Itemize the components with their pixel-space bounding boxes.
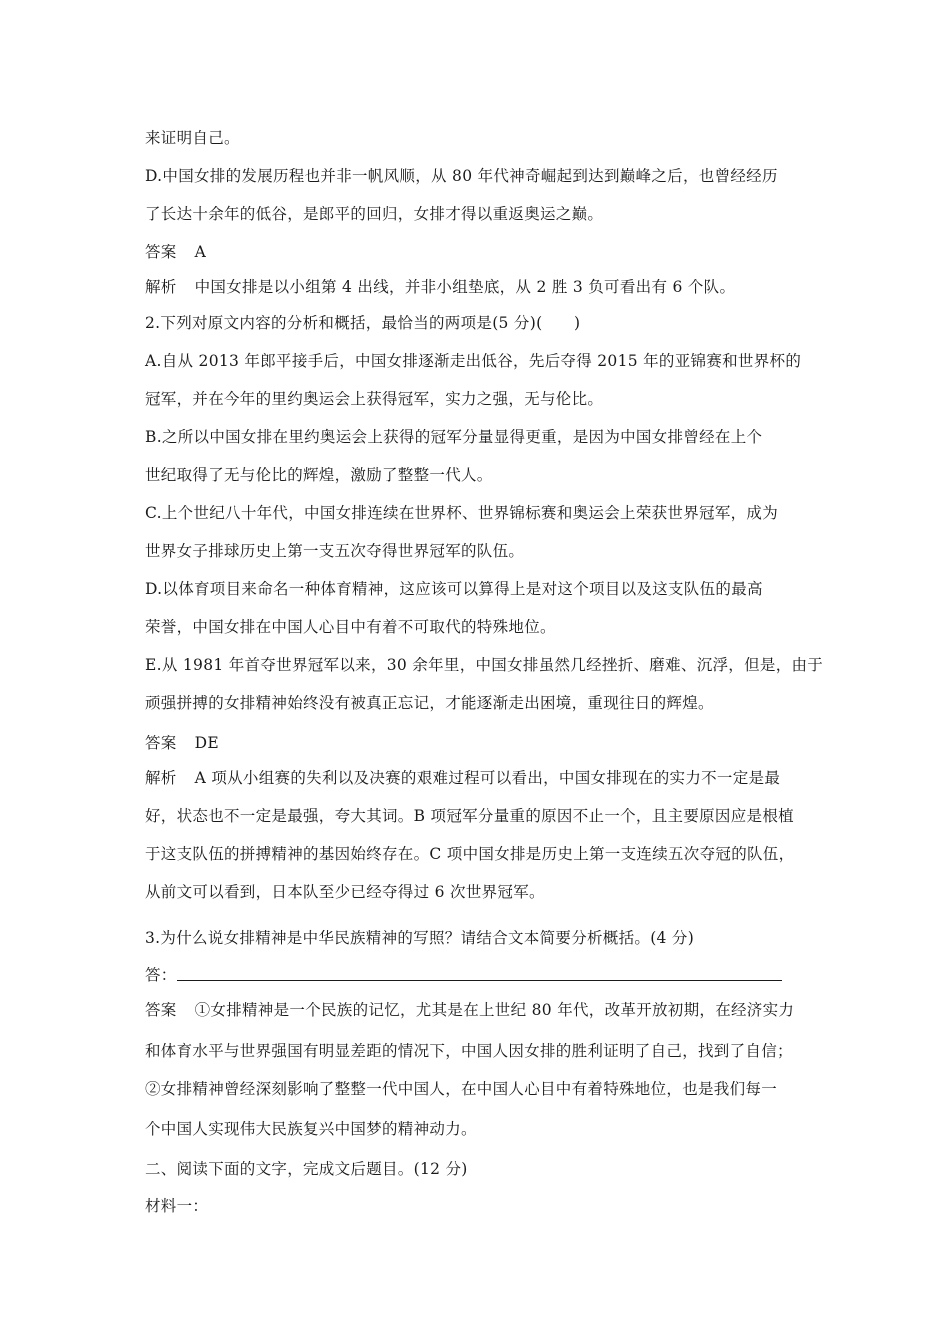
answer-text: ①女排精神是一个民族的记忆，尤其是在上世纪 80 年代，改革开放初期，在经济实力 [194,1001,795,1019]
explanation-text: 中国女排是以小组第 4 出线，并非小组垫底，从 2 胜 3 负可看出有 6 个队。 [194,278,736,296]
q2-option-c-line-1: C.上个世纪八十年代，中国女排连续在世界杯、世界锦标赛和奥运会上荣获世界冠军，成为 [145,504,779,522]
answer-3-line-4: 个中国人实现伟大民族复兴中国梦的精神动力。 [145,1120,477,1138]
option-d-line-2: 了长达十余年的低谷，是郎平的回归，女排才得以重返奥运之巅。 [145,205,604,223]
q2-option-d-line-1: D.以体育项目来命名一种体育精神，这应该可以算得上是对这个项目以及这支队伍的最高 [145,580,763,598]
q2-option-c-line-2: 世界女子排球历史上第一支五次夺得世界冠军的队伍。 [145,542,525,560]
answer-label: 答案 [145,1001,177,1019]
q2-option-d-line-2: 荣誉，中国女排在中国人心目中有着不可取代的特殊地位。 [145,618,556,636]
answer-label: 答案 [145,734,177,752]
answer-3-line-2: 和体育水平与世界强国有明显差距的情况下，中国人因女排的胜利证明了自己，找到了自信； [145,1042,793,1060]
section-2-heading: 二、阅读下面的文字，完成文后题目。(12 分) [145,1160,468,1178]
q2-option-e-line-1: E.从 1981 年首夺世界冠军以来，30 余年里，中国女排虽然几经挫折、磨难、沉浮，但是，由于 [145,656,824,674]
answer-value: DE [194,734,219,752]
q2-option-b-line-1: B.之所以中国女排在里约奥运会上获得的冠军分量显得更重，是因为中国女排曾经在上个 [145,428,763,446]
explanation-2-line-4: 从前文可以看到，日本队至少已经夺得过 6 次世界冠军。 [145,883,545,901]
question-2: 2.下列对原文内容的分析和概括，最恰当的两项是(5 分)( ) [145,314,581,332]
answer-2 [145,733,219,753]
answer-3-line-3: ②女排精神曾经深刻影响了整整一代中国人，在中国人心目中有着特殊地位，也是我们每一 [145,1080,778,1098]
option-d-line-1: D.中国女排的发展历程也并非一帆风顺，从 80 年代神奇崛起到达到巅峰之后，也曾经经历 [145,167,778,185]
question-3: 3.为什么说女排精神是中华民族精神的写照？请结合文本简要分析概括。(4 分) [145,929,695,947]
q2-option-b-line-2: 世纪取得了无与伦比的辉煌，激励了整整一代人。 [145,466,493,484]
text-line: 来证明自己。 [145,129,240,147]
answer-value: A [194,243,207,261]
explanation-label: 解析 [145,769,177,787]
answer-blank-line[interactable] [177,980,782,981]
q2-option-a-line-1: A.自从 2013 年郎平接手后，中国女排逐渐走出低谷，先后夺得 2015 年的亚锦赛和世界杯的 [145,352,802,370]
q2-option-a-line-2: 冠军，并在今年的里约奥运会上获得冠军，实力之强，无与伦比。 [145,390,604,408]
explanation-2-line-3: 于这支队伍的拼搏精神的基因始终存在。C 项中国女排是历史上第一支连续五次夺冠的队伍， [145,845,795,863]
answer-1 [145,242,206,262]
q2-option-e-line-2: 顽强拼搏的女排精神始终没有被真正忘记，才能逐渐走出困境，重现往日的辉煌。 [145,694,714,712]
answer-label: 答案 [145,243,177,261]
material-1-label: 材料一： [145,1197,209,1215]
explanation-label: 解析 [145,278,177,296]
explanation-2-line-2: 好，状态也不一定是最强，夸大其词。B 项冠军分量重的原因不止一个，且主要原因应是根植 [145,807,794,825]
explanation-1 [145,277,735,297]
answer-3-line-1 [145,1000,794,1020]
answer-prompt: 答： [145,966,177,984]
explanation-text: A 项从小组赛的失利以及决赛的艰难过程可以看出，中国女排现在的实力不一定是最 [194,769,781,787]
explanation-2-line-1 [145,768,780,788]
